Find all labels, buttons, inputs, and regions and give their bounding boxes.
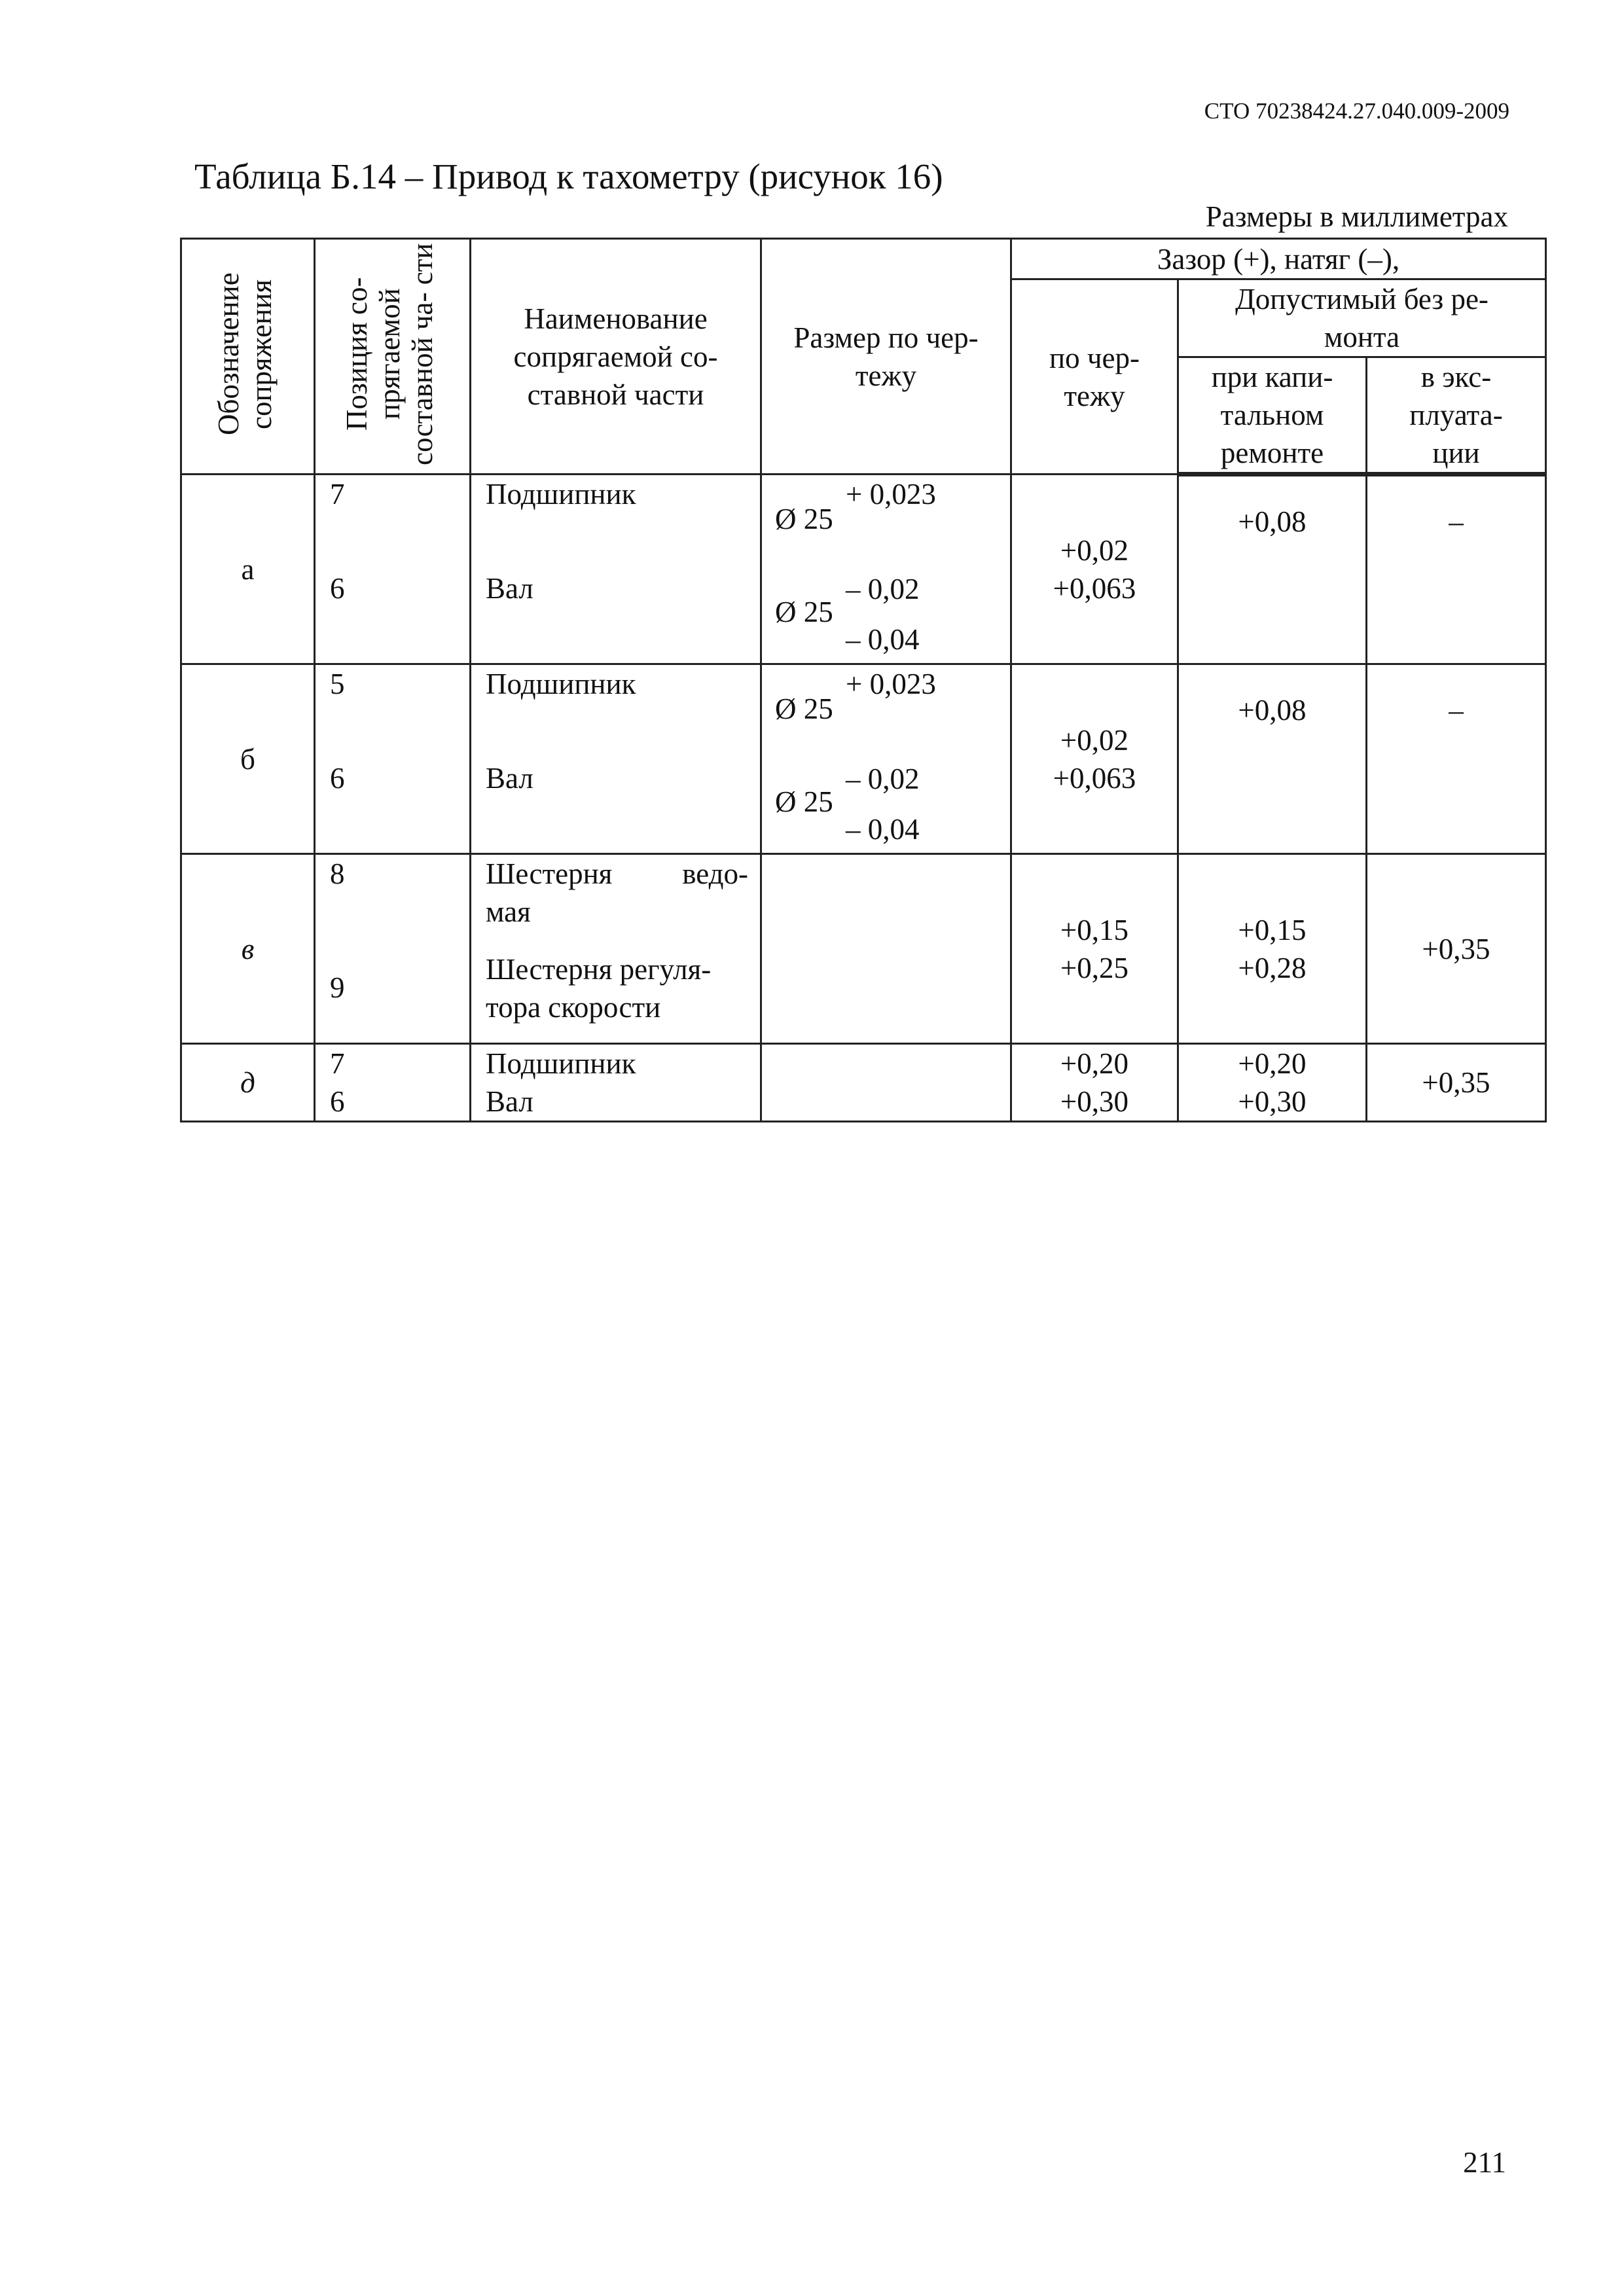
document-code: СТО 70238424.27.040.009-2009 [1204, 98, 1509, 124]
name-cell: Шестерня ведо- мая Шестерня регуля- тора скорости [471, 854, 761, 1044]
capital-repair-cell: +0,20 +0,30 [1178, 1044, 1367, 1122]
capital-repair-cell: +0,15 +0,28 [1178, 854, 1367, 1044]
header-allowed-group: Допустимый без ре- монта [1178, 279, 1546, 357]
by-drawing-cell: +0,02 +0,063 [1011, 475, 1178, 664]
designation-cell: а [181, 475, 315, 664]
header-gap-group: Зазор (+), натяг (–), [1011, 239, 1546, 279]
header-capital-repair: при капи- тальном ремонте [1178, 357, 1367, 475]
header-designation: Обозначение сопряжения [181, 239, 315, 475]
operation-cell: +0,35 [1367, 1044, 1546, 1122]
table-row [181, 1044, 1546, 1122]
size-cell [761, 854, 1011, 1044]
capital-repair-cell: +0,08 [1178, 475, 1367, 664]
table-title: Таблица Б.14 – Привод к тахометру (рисунок 16) [194, 156, 943, 196]
table-row [181, 664, 1546, 854]
by-drawing-cell: +0,20 +0,30 [1011, 1044, 1178, 1122]
position-cell: 5 6 [315, 664, 471, 854]
header-by-drawing: по чер- тежу [1011, 279, 1178, 475]
name-cell: Подшипник Вал [471, 1044, 761, 1122]
operation-cell: – [1367, 664, 1546, 854]
size-cell [761, 1044, 1011, 1122]
table-row [181, 475, 1546, 664]
designation-cell: в [181, 854, 315, 1044]
tolerance-table [180, 238, 1547, 1122]
designation-cell: б [181, 664, 315, 854]
page-number: 211 [1463, 2146, 1506, 2179]
name-cell: Подшипник Вал [471, 475, 761, 664]
position-cell: 7 6 [315, 475, 471, 664]
operation-cell: – [1367, 475, 1546, 664]
position-cell: 8 9 [315, 854, 471, 1044]
capital-repair-cell: +0,08 [1178, 664, 1367, 854]
header-name: Наименование сопрягаемой со- ставной части [471, 239, 761, 475]
table-row [181, 854, 1546, 1044]
size-cell: Ø 25 + 0,023 Ø 25 – 0,02 – 0,04 [761, 664, 1011, 854]
header-operation: в экс- плуата- ции [1367, 357, 1546, 475]
operation-cell: +0,35 [1367, 854, 1546, 1044]
units-note: Размеры в миллиметрах [1205, 200, 1508, 233]
header-position: Позиция со- прягаемой составной ча- сти [315, 239, 471, 475]
by-drawing-cell: +0,02 +0,063 [1011, 664, 1178, 854]
designation-cell: д [181, 1044, 315, 1122]
name-cell: Подшипник Вал [471, 664, 761, 854]
by-drawing-cell: +0,15 +0,25 [1011, 854, 1178, 1044]
position-cell: 7 6 [315, 1044, 471, 1122]
size-cell: Ø 25 + 0,023 Ø 25 – 0,02 – 0,04 [761, 475, 1011, 664]
header-size: Размер по чер- тежу [761, 239, 1011, 475]
